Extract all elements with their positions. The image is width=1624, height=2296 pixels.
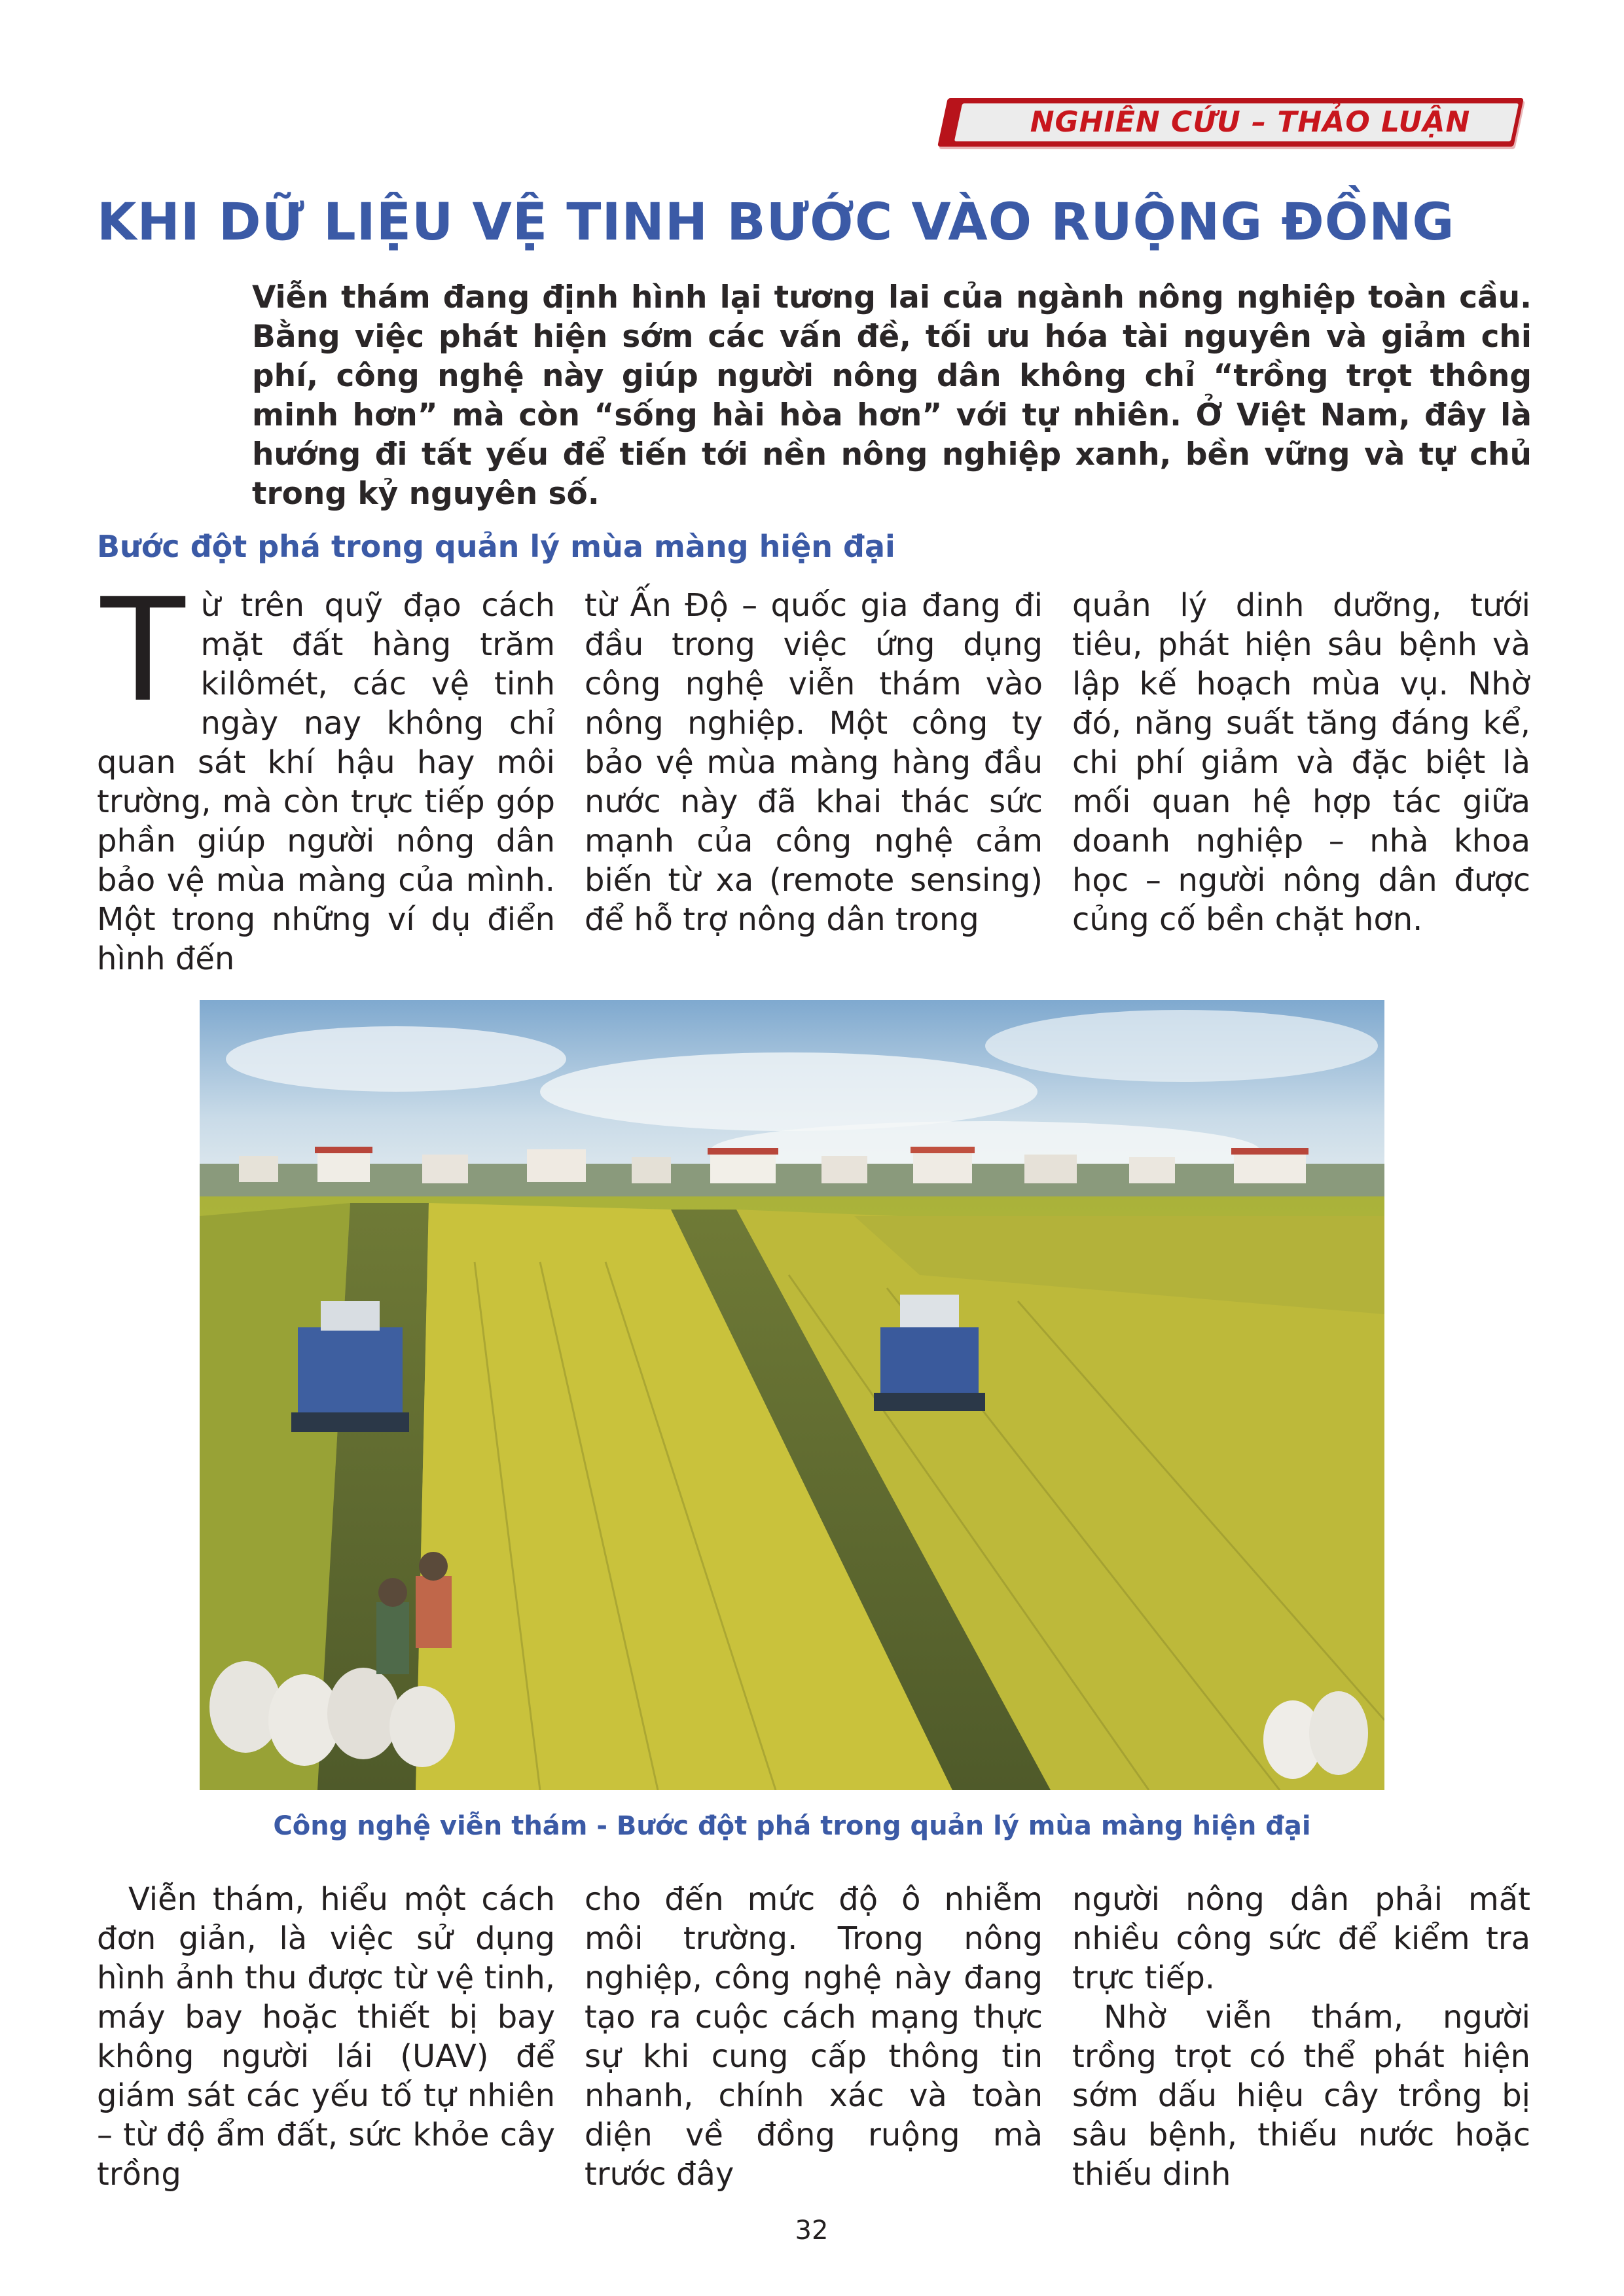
column-2-bottom: [585, 1880, 1043, 2194]
article-title: KHI DỮ LIỆU VỆ TINH BƯỚC VÀO RUỘNG ĐỒNG: [97, 193, 1455, 252]
photo-caption: Công nghệ viễn thám - Bước đột phá trong quản lý mùa màng hiện đại: [273, 1811, 1311, 1841]
column-1-bottom: [97, 1880, 555, 2194]
page-number: 32: [795, 2215, 829, 2246]
column-3-top-text: quản lý dinh dưỡng, tưới tiêu, phát hiện sâu bệnh và lập kế hoạch mùa vụ. Nhờ đó, năng suất tăng đáng kể, chi phí giảm và đặc biệt là mối quan hệ hợp tác giữa doanh nghiệp – nhà khoa học – người nông dân được củng cố bền chặt hơn.: [1072, 587, 1530, 938]
section-label: NGHIÊN CỨU – THẢO LUẬN: [1030, 105, 1471, 139]
section-subheading: Bước đột phá trong quản lý mùa màng hiện đại: [97, 529, 895, 564]
column-2-bottom-text: cho đến mức độ ô nhiễm môi trường. Trong nông nghiệp, công nghệ này đang tạo ra cuộc cách mạng thực sự khi cung cấp thông tin nhanh, chính xác và toàn diện về đồng ruộng mà trước đây: [585, 1881, 1043, 2193]
column-3-bottom: [1072, 1880, 1530, 2194]
rice-harvest-photo: [200, 1000, 1384, 1790]
column-2-top: [585, 586, 1043, 939]
column-1-bottom-text: Viễn thám, hiểu một cách đơn giản, là việc sử dụng hình ảnh thu được từ vệ tinh, máy bay hoặc thiết bị bay không người lái (UAV) để giám sát các yếu tố tự nhiên – từ độ ẩm đất, sức khỏe cây trồng: [97, 1881, 555, 2193]
column-1-top: [97, 564, 555, 978]
column-3-bottom-text-1: người nông dân phải mất nhiều công sức để kiểm tra trực tiếp.: [1072, 1881, 1530, 1996]
article-lead: Viễn thám đang định hình lại tương lai của ngành nông nghiệp toàn cầu. Bằng việc phát hiện sớm các vấn đề, tối ưu hóa tài nguyên và giảm chi phí, công nghệ này giúp người nông dân không chỉ “trồng trọt thông minh hơn” mà còn “sống hài hòa hơn” với tự nhiên. Ở Việt Nam, đây là hướng đi tất yếu để tiến tới nền nông nghiệp xanh, bền vững và tự chủ trong kỷ nguyên số.: [252, 279, 1532, 512]
column-3-bottom-text-2: Nhờ viễn thám, người trồng trọt có thể phát hiện sớm dấu hiệu cây trồng bị sâu bệnh, thiếu nước hoặc thiếu dinh: [1072, 1999, 1530, 2193]
column-3-top: [1072, 586, 1530, 939]
dropcap: T: [97, 564, 189, 732]
column-1-top-text: ừ trên quỹ đạo cách mặt đất hàng trăm kilômét, các vệ tinh ngày nay không chỉ quan sát khí hậu hay môi trường, mà còn trực tiếp góp phần giúp người nông dân bảo vệ mùa màng của mình. Một trong những ví dụ điển hình đến: [97, 587, 555, 977]
column-2-top-text: từ Ấn Độ – quốc gia đang đi đầu trong việc ứng dụng công nghệ viễn thám vào nông nghiệp. Một công ty bảo vệ mùa màng hàng đầu nước này đã khai thác sức mạnh của công nghệ cảm biến từ xa (remote sensing) để hỗ trợ nông dân trong: [585, 587, 1043, 938]
